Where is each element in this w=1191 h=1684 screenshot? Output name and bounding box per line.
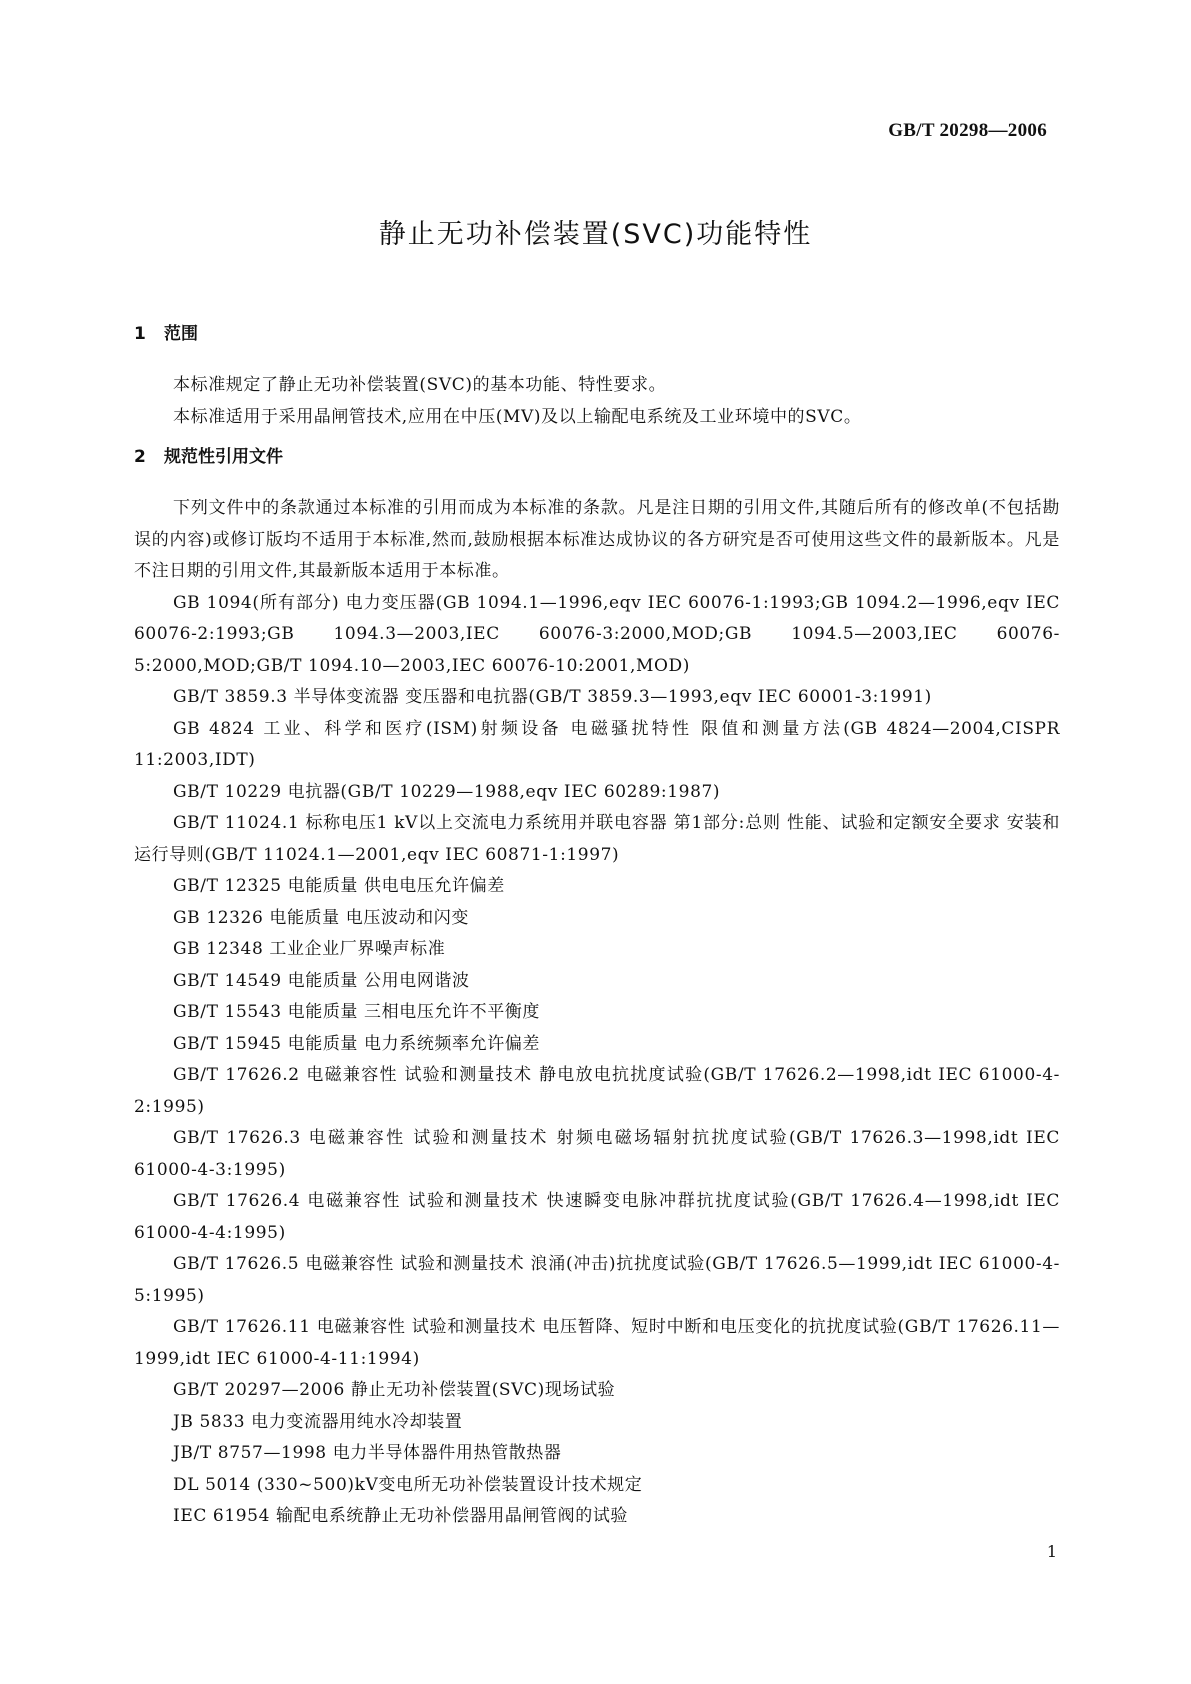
section-scope <box>134 320 1060 433</box>
paragraph: 下列文件中的条款通过本标准的引用而成为本标准的条款。凡是注日期的引用文件,其随后所有的修改单(不包括勘误的内容)或修订版均不适用于本标准,然而,鼓励根据本标准达成协议的各方研究是否可使用这些文件的最新版本。凡是不注日期的引用文件,其最新版本适用于本标准。 <box>134 498 1060 581</box>
reference-entry: GB/T 14549 电能质量 公用电网谐波 <box>173 970 470 991</box>
reference-entry: GB/T 20297—2006 静止无功补偿装置(SVC)现场试验 <box>173 1380 616 1400</box>
section-heading <box>134 320 1060 348</box>
reference-entry: GB/T 15543 电能质量 三相电压允许不平衡度 <box>173 1002 541 1022</box>
reference-entry: GB/T 10229 电抗器(GB/T 10229—1988,eqv IEC 60289:1987) <box>173 781 721 802</box>
reference-entry: GB/T 11024.1 标称电压1 kV以上交流电力系统用并联电容器 第1部分:总则 性能、试验和定额安全要求 安装和运行导则(GB/T 11024.1—2001,eqv IEC 60871-1:1997) <box>134 813 1060 865</box>
reference-entry: GB/T 12325 电能质量 供电电压允许偏差 <box>173 876 505 896</box>
reference-entry: GB/T 17626.11 电磁兼容性 试验和测量技术 电压暂降、短时中断和电压变化的抗扰度试验(GB/T 17626.11—1999,idt IEC 61000-4-11:1994) <box>134 1317 1060 1369</box>
reference-entry: GB 1094(所有部分) 电力变压器(GB 1094.1—1996,eqv IEC 60076-1:1993;GB 1094.2—1996,eqv IEC 60076-2:1993;GB 1094.3—2003,IEC 60076-3:2000,MOD;GB 1094.5—2003,IEC 60076-5:2000,MOD;GB/T 1094.10—2003,IEC 60076-10:2001,MOD) <box>134 592 1060 676</box>
reference-entry: GB/T 17626.4 电磁兼容性 试验和测量技术 快速瞬变电脉冲群抗扰度试验(GB/T 17626.4—1998,idt IEC 61000-4-4:1995) <box>134 1191 1060 1243</box>
reference-entry: GB 12348 工业企业厂界噪声标准 <box>173 939 446 959</box>
section-normative-references <box>134 443 1060 1533</box>
reference-entry: GB/T 17626.2 电磁兼容性 试验和测量技术 静电放电抗扰度试验(GB/T 17626.2—1998,idt IEC 61000-4-2:1995) <box>134 1065 1060 1117</box>
section-title: 规范性引用文件 <box>164 447 283 467</box>
document-body <box>134 320 1060 1533</box>
section-heading <box>134 443 1060 471</box>
reference-entry: GB 12326 电能质量 电压波动和闪变 <box>173 907 469 928</box>
section-title: 范围 <box>164 324 198 344</box>
paragraph: 本标准规定了静止无功补偿装置(SVC)的基本功能、特性要求。 <box>173 375 667 395</box>
page-number: 1 <box>1046 1542 1057 1561</box>
standard-code: GB/T 20298—2006 <box>888 120 1047 141</box>
reference-entry: JB 5833 电力变流器用纯水冷却装置 <box>173 1411 463 1432</box>
reference-entry: GB/T 17626.5 电磁兼容性 试验和测量技术 浪涌(冲击)抗扰度试验(GB/T 17626.5—1999,idt IEC 61000-4-5:1995) <box>134 1254 1060 1306</box>
section-number: 2 <box>134 447 146 467</box>
reference-entry: DL 5014 (330~500)kV变电所无功补偿装置设计技术规定 <box>173 1474 643 1495</box>
reference-entry: JB/T 8757—1998 电力半导体器件用热管散热器 <box>173 1443 562 1463</box>
reference-entry: IEC 61954 输配电系统静止无功补偿器用晶闸管阀的试验 <box>173 1506 629 1526</box>
document-title: 静止无功补偿装置(SVC)功能特性 <box>378 219 813 250</box>
reference-entry: GB/T 15945 电能质量 电力系统频率允许偏差 <box>173 1033 541 1054</box>
reference-entry: GB/T 3859.3 半导体变流器 变压器和电抗器(GB/T 3859.3—1993,eqv IEC 60001-3:1991) <box>173 687 932 707</box>
reference-entry: GB/T 17626.3 电磁兼容性 试验和测量技术 射频电磁场辐射抗扰度试验(GB/T 17626.3—1998,idt IEC 61000-4-3:1995) <box>134 1128 1060 1180</box>
reference-entry: GB 4824 工业、科学和医疗(ISM)射频设备 电磁骚扰特性 限值和测量方法(GB 4824—2004,CISPR 11:2003,IDT) <box>134 718 1060 770</box>
paragraph: 本标准适用于采用晶闸管技术,应用在中压(MV)及以上输配电系统及工业环境中的SVC。 <box>173 406 862 427</box>
section-number: 1 <box>134 324 146 344</box>
